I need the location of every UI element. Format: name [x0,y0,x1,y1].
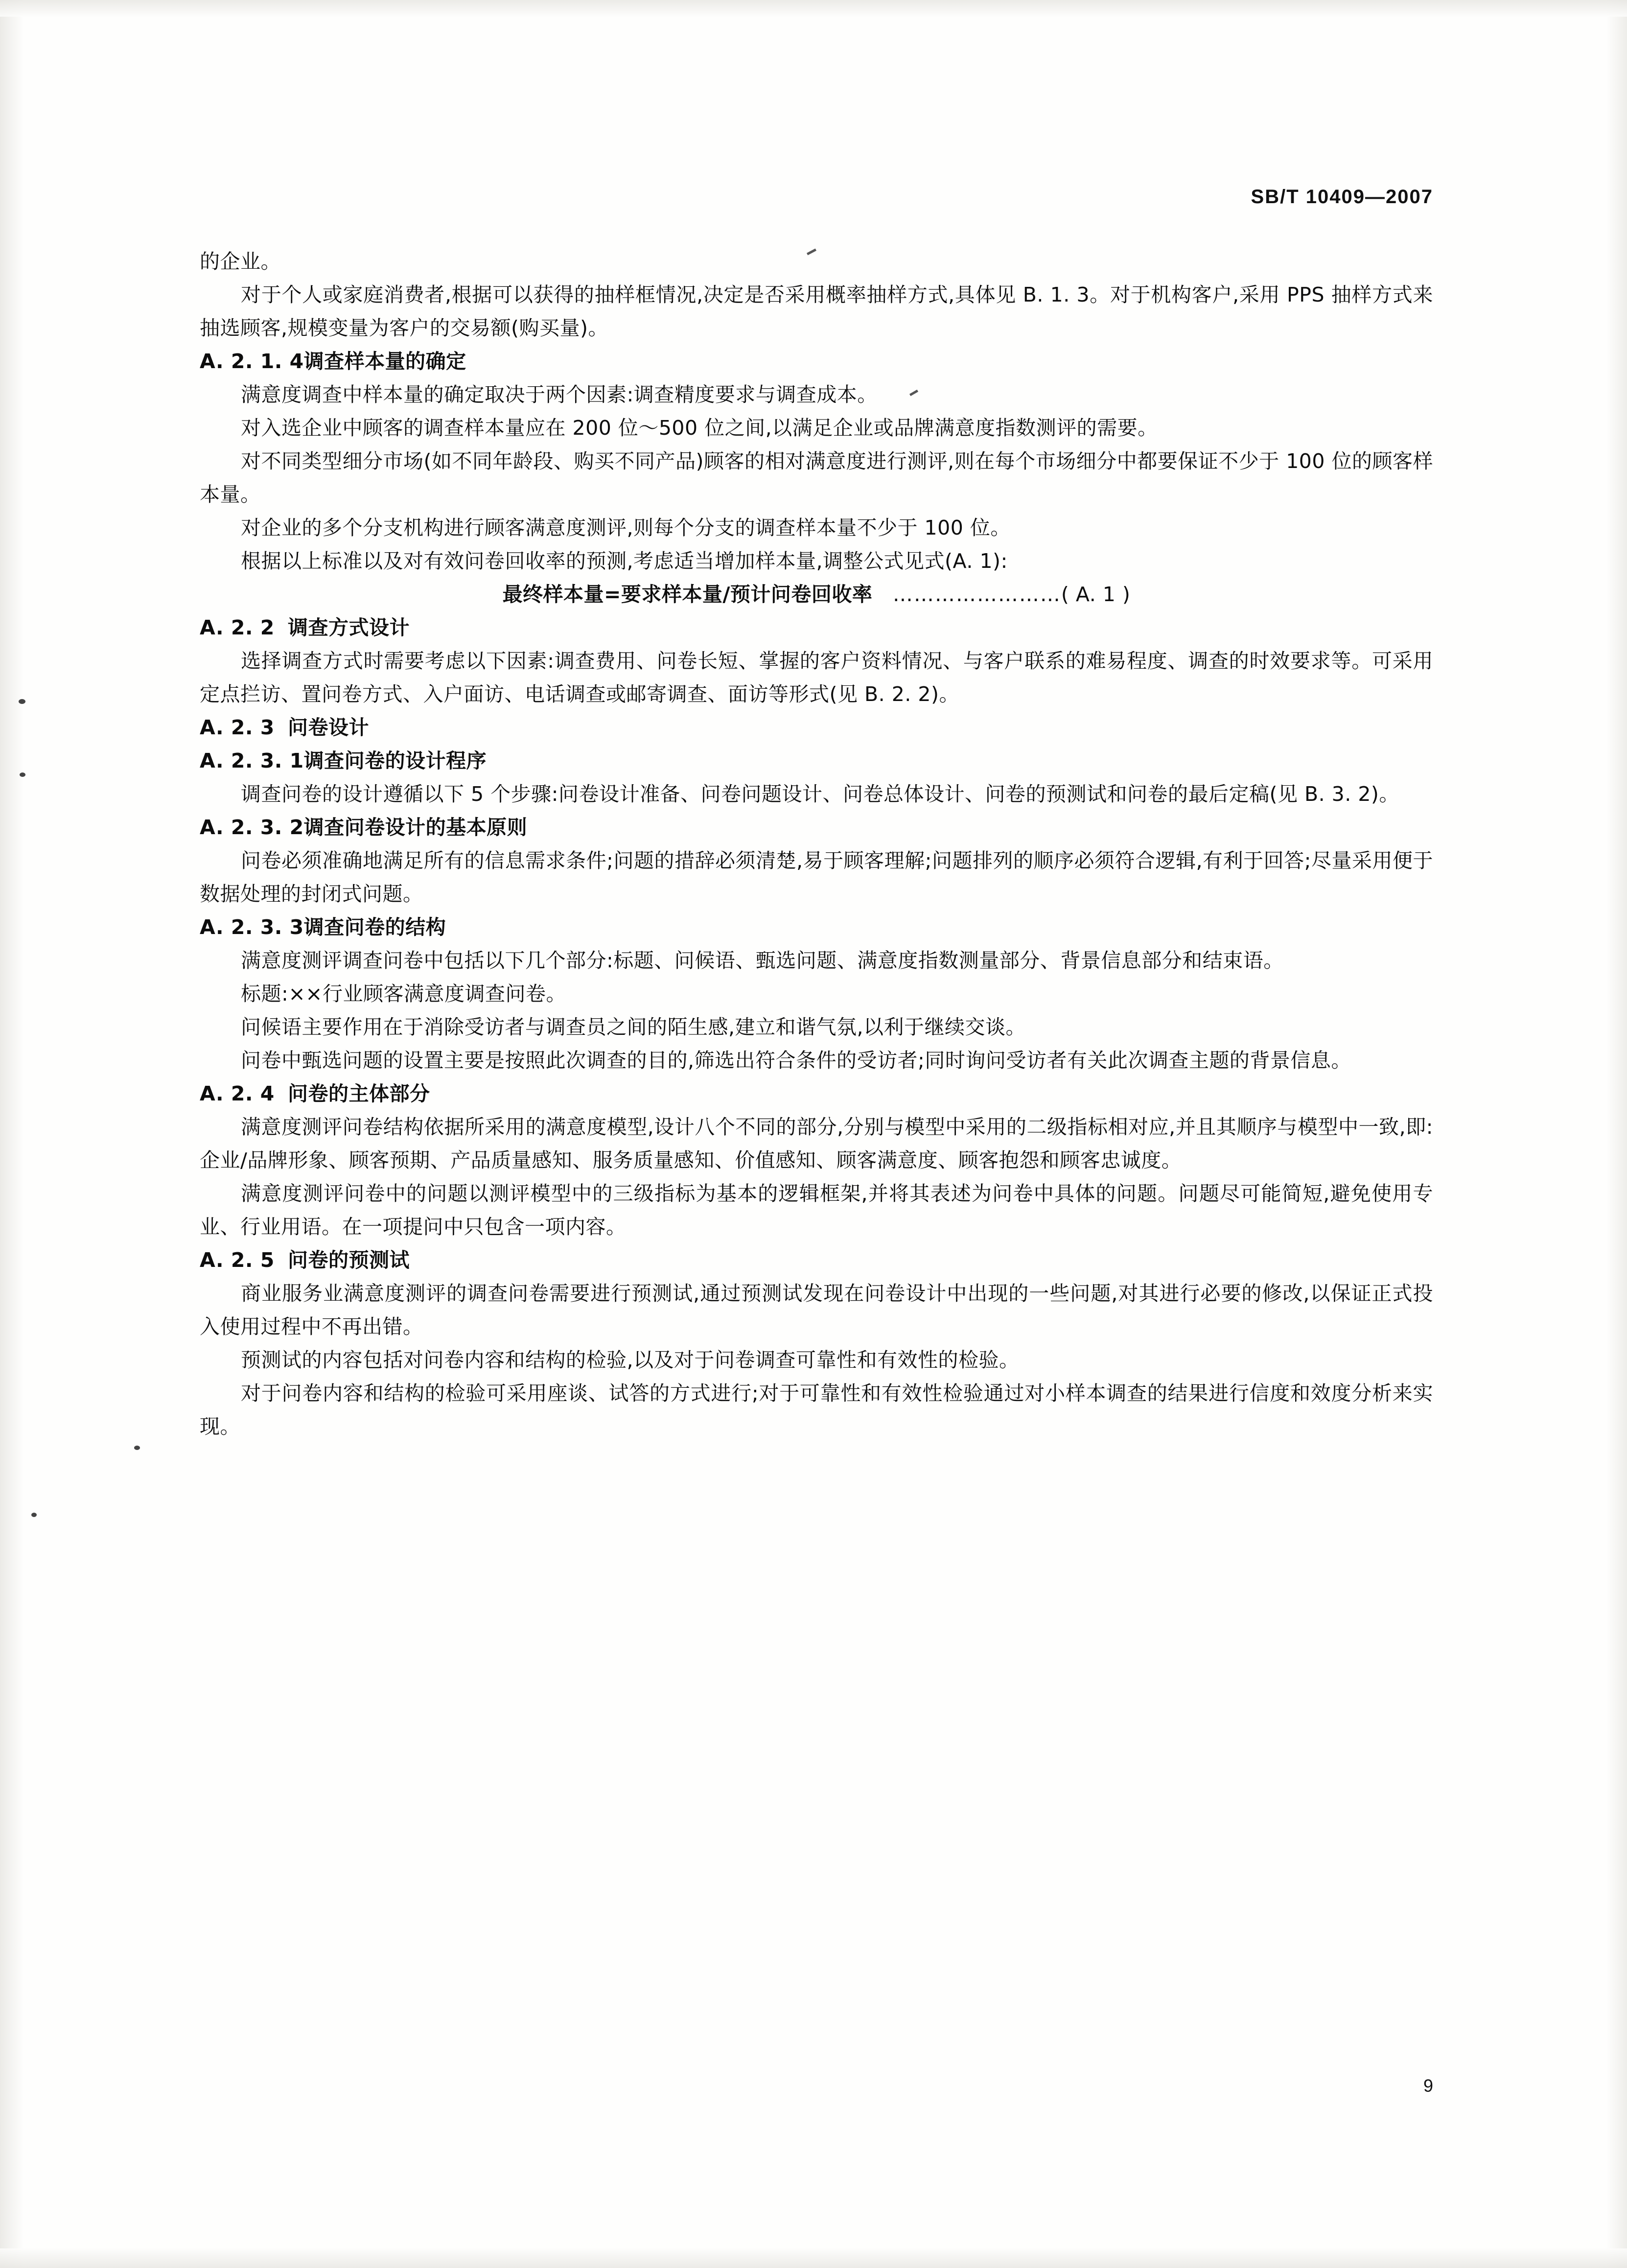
section-heading [200,744,1433,777]
section-title: 调查样本量的确定 [303,350,466,373]
section-heading [200,611,1433,644]
body-paragraph: 调查问卷的设计遵循以下 5 个步骤:问卷设计准备、问卷问题设计、问卷总体设计、问卷的预测试和问卷的最后定稿(见 B. 3. 2)。 [241,782,1399,806]
body-paragraph: 对企业的多个分支机构进行顾客满意度测评,则每个分支的调查样本量不少于 100 位。 [241,516,1011,539]
body-paragraph: 对于个人或家庭消费者,根据可以获得的抽样框情况,决定是否采用概率抽样方式,具体见 B. 1. 3。对于机构客户,采用 PPS 抽样方式来抽选顾客,规模变量为客户的交易额(购买量)。 [200,283,1433,340]
section-title: 调查方式设计 [288,616,410,639]
body-paragraph: 的企业。 [200,250,281,273]
section-heading [200,711,1433,744]
section-title: 调查问卷的设计程序 [303,749,487,772]
formula-expression: 最终样本量=要求样本量/预计问卷回收率 [502,583,873,606]
body-paragraph: 满意度测评问卷结构依据所采用的满意度模型,设计八个不同的部分,分别与模型中采用的二级指标相对应,并且其顺序与模型中一致,即:企业/品牌形象、顾客预期、产品质量感知、服务质量感知、价值感知、顾客满意度、顾客抱怨和顾客忠诚度。 [200,1115,1433,1172]
body-paragraph: 标题:××行业顾客满意度调查问卷。 [241,982,567,1005]
body-paragraph: 对不同类型细分市场(如不同年龄段、购买不同产品)顾客的相对满意度进行测评,则在每个市场细分中都要保证不少于 100 位的顾客样本量。 [200,449,1433,506]
body-paragraph: 问卷必须准确地满足所有的信息需求条件;问题的措辞必须清楚,易于顾客理解;问题排列的顺序必须符合逻辑,有利于回答;尽量采用便于数据处理的封闭式问题。 [200,849,1433,906]
body-paragraph: 问候语主要作用在于消除受访者与调查员之间的陌生感,建立和谐气氛,以利于继续交谈。 [241,1015,1026,1039]
section-number: A. 2. 3. 3 [200,915,304,939]
section-number: A. 2. 2 [200,616,275,639]
section-title: 问卷的预测试 [288,1248,410,1272]
section-heading [200,1077,1433,1110]
section-heading [200,345,1433,378]
body-paragraph: 满意度测评调查问卷中包括以下几个部分:标题、问候语、甄选问题、满意度指数测量部分、背景信息部分和结束语。 [241,949,1284,972]
section-number: A. 2. 3 [200,716,275,739]
scan-artifact-dot [20,772,25,777]
page-number: 9 [1423,2076,1433,2096]
body-paragraph: 根据以上标准以及对有效问卷回收率的预测,考虑适当增加样本量,调整公式见式(A. 1): [241,549,1008,573]
section-title: 问卷设计 [288,716,369,739]
body-paragraph: 选择调查方式时需要考虑以下因素:调查费用、问卷长短、掌握的客户资料情况、与客户联系的难易程度、调查的时效要求等。可采用定点拦访、置问卷方式、入户面访、电话调查或邮寄调查、面访等形式(见 B. 2. 2)。 [200,649,1433,706]
body-paragraph: 预测试的内容包括对问卷内容和结构的检验,以及对于问卷调查可靠性和有效性的检验。 [241,1348,1020,1372]
body-paragraph: 商业服务业满意度测评的调查问卷需要进行预测试,通过预测试发现在问卷设计中出现的一些问题,对其进行必要的修改,以保证正式投入使用过程中不再出错。 [200,1282,1433,1338]
section-title: 调查问卷设计的基本原则 [303,816,528,839]
running-header-standard-code: SB/T 10409—2007 [1251,186,1433,208]
scan-edge-top [0,0,1627,17]
scan-artifact-dot [19,699,25,704]
scan-edge-left [0,0,23,2268]
scan-artifact-dot [134,1446,140,1450]
section-number: A. 2. 3. 2 [200,816,304,839]
body-paragraph: 满意度调查中样本量的确定取决于两个因素:调查精度要求与调查成本。 [241,383,878,406]
section-title: 问卷的主体部分 [288,1082,430,1105]
section-number: A. 2. 3. 1 [200,749,304,772]
scan-edge-bottom [0,2248,1627,2268]
formula-number: ( A. 1 ) [1061,583,1131,606]
body-paragraph: 对于问卷内容和结构的检验可采用座谈、试答的方式进行;对于可靠性和有效性检验通过对小样本调查的结果进行信度和效度分析来实现。 [200,1381,1433,1438]
body-paragraph: 问卷中甄选问题的设置主要是按照此次调查的目的,筛选出符合条件的受访者;同时询问受访者有关此次调查主题的背景信息。 [241,1049,1351,1072]
section-title: 调查问卷的结构 [303,915,446,939]
body-paragraph: 对入选企业中顾客的调查样本量应在 200 位～500 位之间,以满足企业或品牌满意度指数测评的需要。 [241,416,1158,440]
section-heading [200,811,1433,844]
formula-leader-dots: …………………… [892,583,1061,606]
scan-edge-right [1607,0,1627,2268]
scan-artifact-dot [31,1513,37,1517]
section-number: A. 2. 1. 4 [200,350,304,373]
section-heading [200,1243,1433,1277]
section-number: A. 2. 5 [200,1248,275,1272]
document-body [200,245,1433,1443]
body-paragraph: 满意度测评问卷中的问题以测评模型中的三级指标为基本的逻辑框架,并将其表述为问卷中具体的问题。问题尽可能简短,避免使用专业、行业用语。在一项提问中只包含一项内容。 [200,1182,1433,1239]
formula-line [200,578,1433,611]
section-heading [200,911,1433,944]
section-number: A. 2. 4 [200,1082,275,1105]
